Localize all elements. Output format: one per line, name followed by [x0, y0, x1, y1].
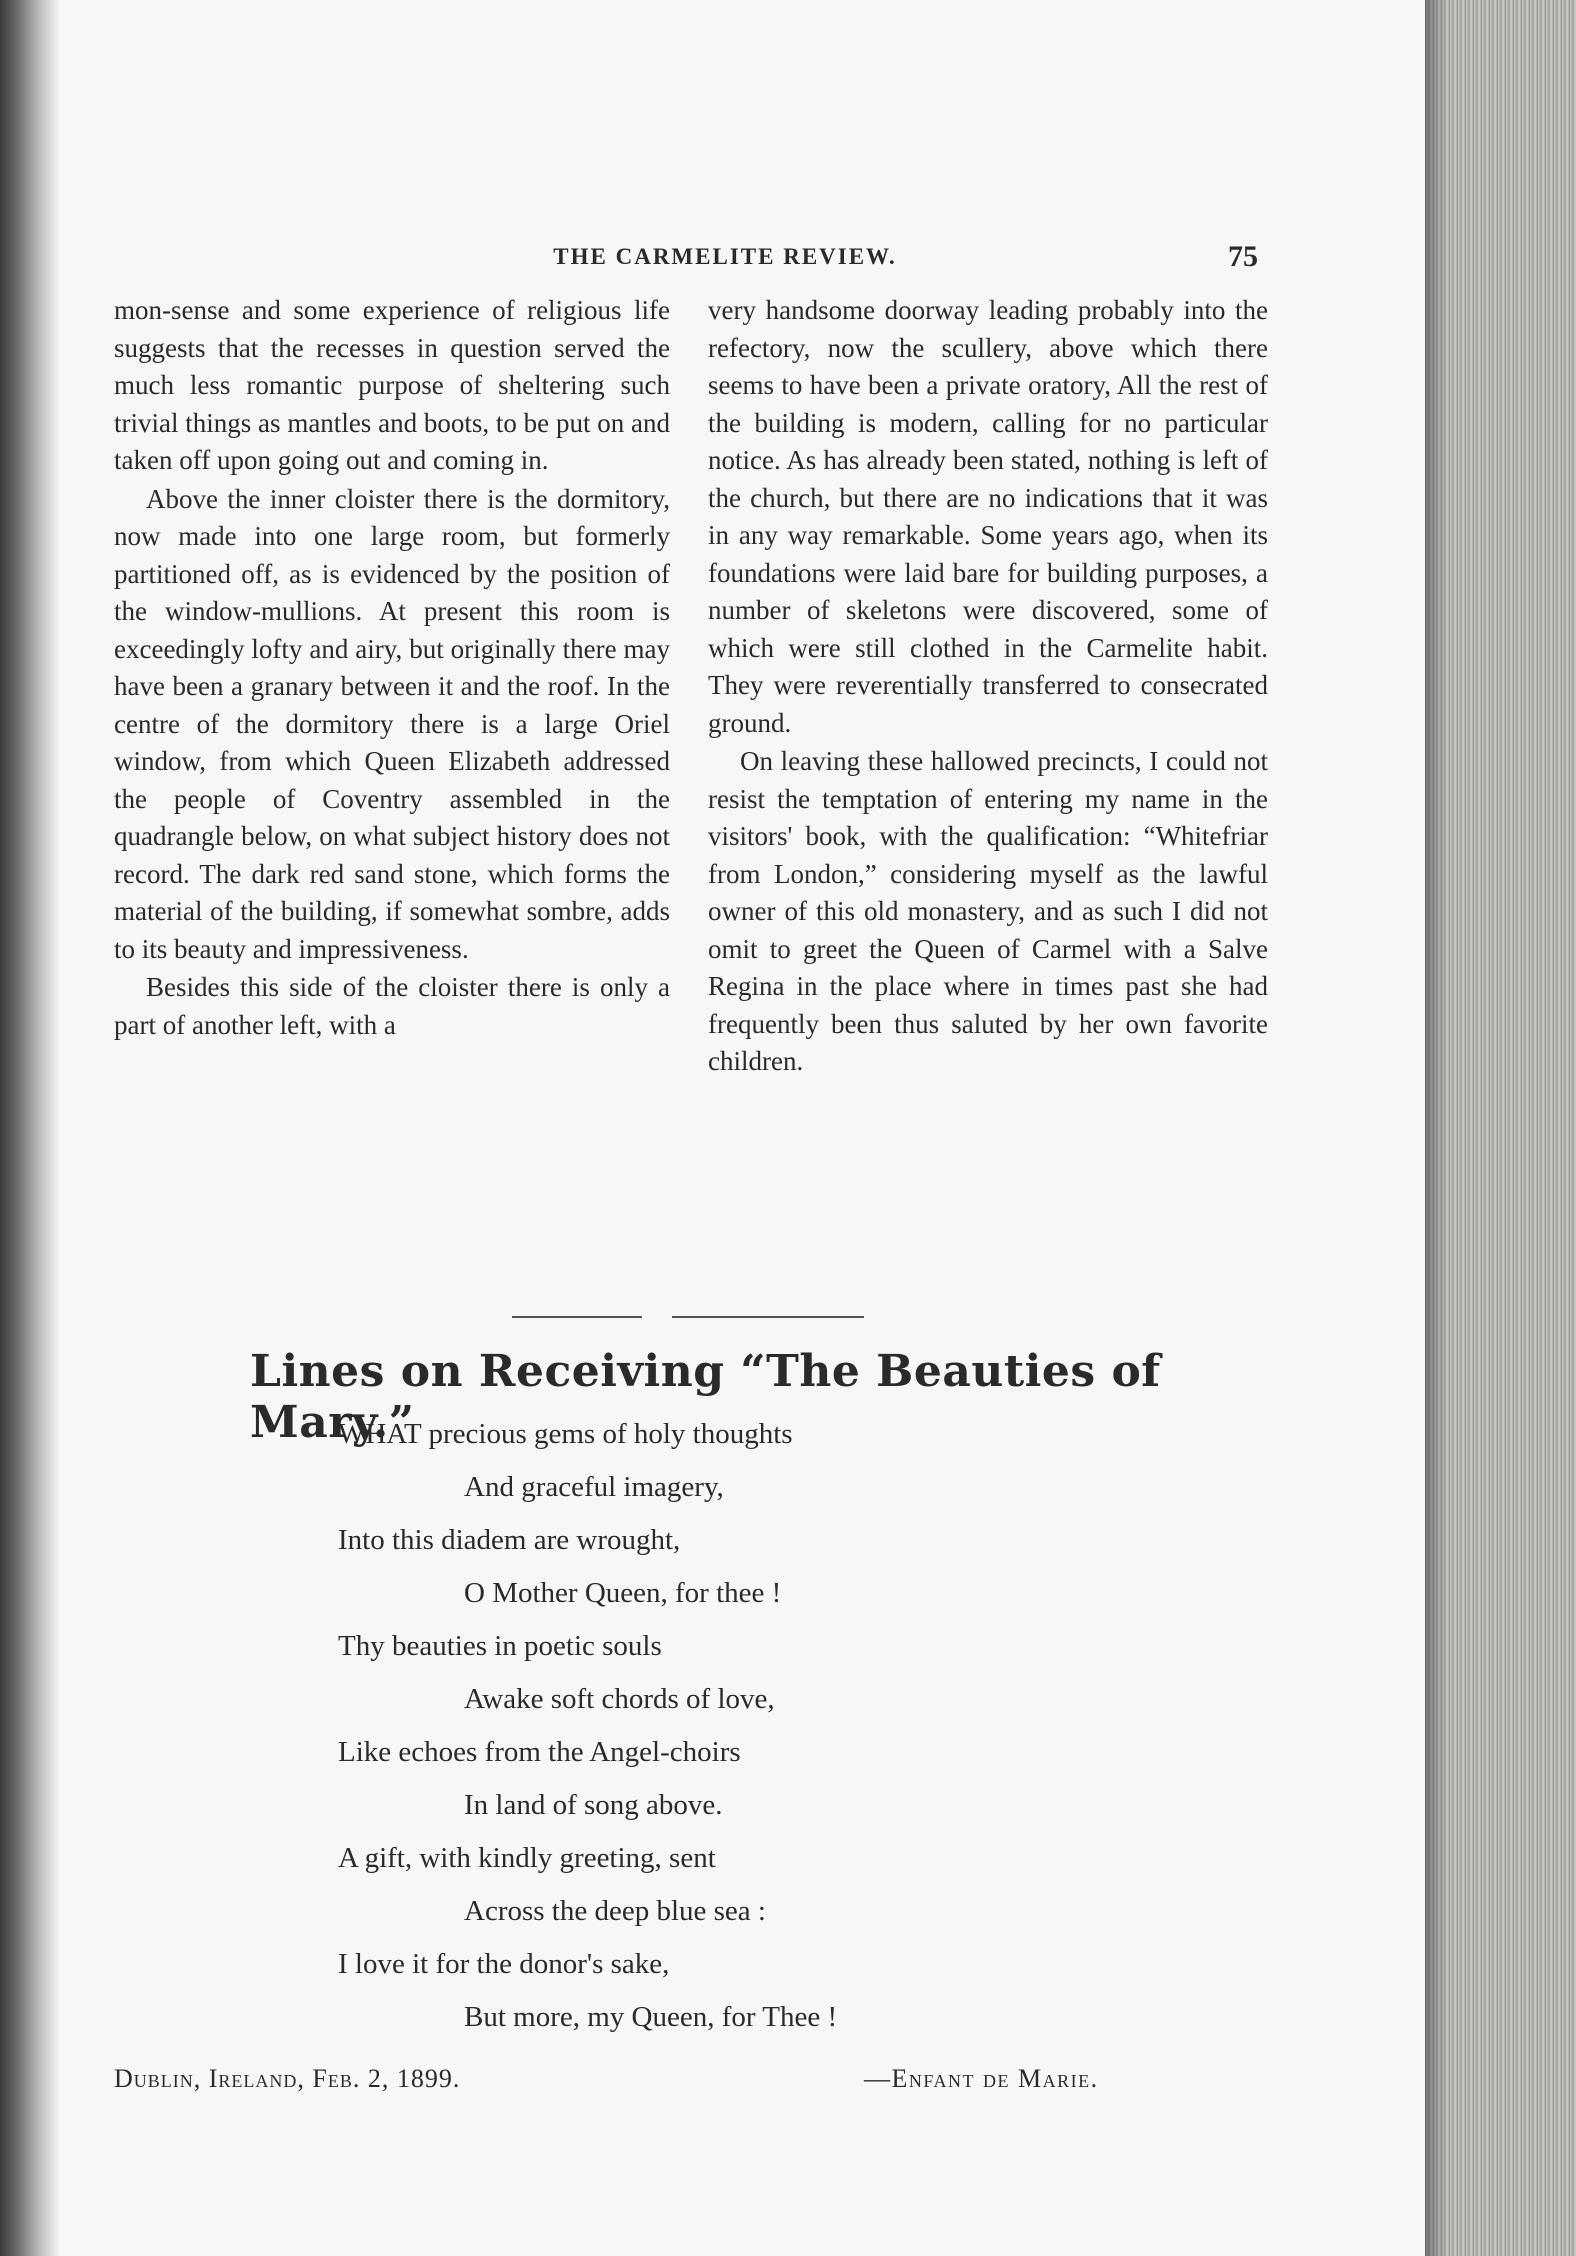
page-fore-edge	[1425, 0, 1576, 2256]
poem-line: Across the deep blue sea :	[464, 1895, 766, 1927]
poem-line: In land of song above.	[464, 1789, 723, 1821]
book-binding-edge	[0, 0, 60, 2256]
poem-line: Thy beauties in poetic souls	[338, 1630, 662, 1662]
poem-line: Into this diadem are wrought,	[338, 1524, 681, 1556]
poem-line: O Mother Queen, for thee !	[464, 1577, 782, 1609]
poem-line: Awake soft chords of love,	[464, 1683, 775, 1715]
paragraph: Besides this side of the cloister there is only a part of another left, with a	[114, 972, 670, 1040]
paragraph: very handsome doorway leading probably into the refectory, now the scullery, above which there seems to have been a private oratory, All the rest of the building is modern, calling for no particular notice. As has already been stated, nothing is left of the church, but there are no indications that it was in any way remarkable. Some years ago, when its foundations were laid bare for building purposes, a number of skeletons were discovered, some of which were still clothed in the Carmelite habit. They were reverentially transferred to consecrated ground.	[708, 295, 1268, 738]
paragraph: mon-sense and some experience of religious life suggests that the recesses in question served the much less romantic purpose of sheltering such trivial things as mantles and boots, to be put on and taken off upon going out and coming in.	[114, 295, 670, 475]
poem-line: But more, my Queen, for Thee !	[464, 2001, 838, 2033]
poem-line: WHAT precious gems of holy thoughts	[338, 1418, 793, 1450]
poem-line: And graceful imagery,	[464, 1471, 724, 1503]
section-divider	[512, 1316, 864, 1318]
paragraph: Above the inner cloister there is the dormitory, now made into one large room, but formerly partitioned off, as is evidenced by the position of the window-mullions. At present this room is exceedingly lofty and airy, but originally there may have been a granary between it and the roof. In the centre of the dormitory there is a large Oriel window, from which Queen Elizabeth addressed the people of Coventry assembled in the quadrangle below, on what subject history does not record. The dark red sand stone, which forms the material of the building, if somewhat sombre, adds to its beauty and impressiveness.	[114, 483, 670, 964]
poem-title: Lines on Receiving “The Beauties of Mary.”	[250, 1346, 1161, 1448]
article-column-right	[708, 292, 1268, 1082]
poem-line: I love it for the donor's sake,	[338, 1948, 670, 1980]
poem-line: Like echoes from the Angel-choirs	[338, 1736, 741, 1768]
poem-dateline: Dublin, Ireland, Feb. 2, 1899.	[114, 2064, 461, 2093]
page-number: 75	[1228, 240, 1258, 273]
article-column-left	[114, 292, 670, 1045]
running-head: THE CARMELITE REVIEW.	[553, 244, 897, 269]
poem-line: A gift, with kindly greeting, sent	[338, 1842, 716, 1874]
paragraph: On leaving these hallowed precincts, I could not resist the temptation of entering my name in the visitors' book, with the qualification: “Whitefriar from London,” considering myself as the lawful owner of this old monastery, and as such I did not omit to greet the Queen of Carmel with a Salve Regina in the place where in times past she had frequently been thus saluted by her own favorite children.	[708, 746, 1268, 1076]
poem-signature: —Enfant de Marie.	[864, 2064, 1099, 2093]
